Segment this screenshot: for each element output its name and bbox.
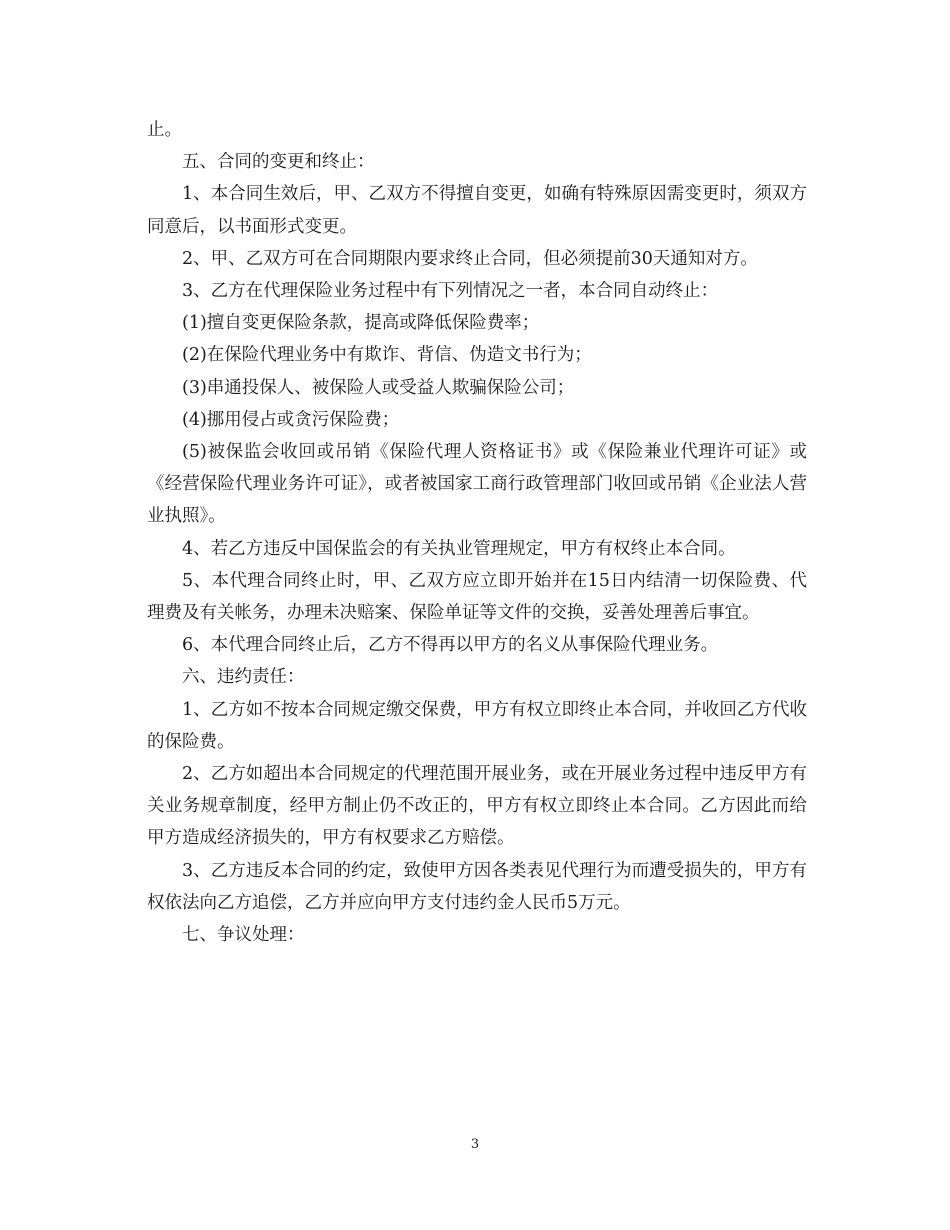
paragraph: 4、若乙方违反中国保监会的有关执业管理规定，甲方有权终止本合同。	[182, 538, 736, 559]
list-item: (2)在保险代理业务中有欺诈、背信、伪造文书行为；	[182, 345, 592, 366]
section-heading-7: 七、争议处理：	[182, 925, 305, 946]
document-body	[147, 114, 807, 951]
paragraph: 止。	[147, 120, 182, 140]
list-item: (3)串通投保人、被保险人或受益人欺骗保险公司；	[182, 377, 575, 398]
section-heading-5: 五、合同的变更和终止：	[182, 152, 375, 173]
paragraph: 1、本合同生效后，甲、乙双方不得擅自变更，如确有特殊原因需变更时，须双方同意后，以书面形式变更。	[147, 184, 807, 237]
list-item: (5)被保监会收回或吊销《保险代理人资格证书》或《保险兼业代理许可证》或《经营保险代理业务许可证》，或者被国家工商行政管理部门收回或吊销《企业法人营业执照》。	[147, 442, 807, 527]
paragraph: 5、本代理合同终止时，甲、乙双方应立即开始并在15日内结清一切保险费、代理费及有关帐务，办理未决赔案、保险单证等文件的交换，妥善处理善后事宜。	[147, 570, 807, 624]
section-heading-6: 六、违约责任：	[182, 667, 305, 688]
list-item: (1)擅自变更保险条款，提高或降低保险费率；	[182, 313, 540, 334]
page-number: 3	[470, 1137, 480, 1152]
paragraph: 2、乙方如超出本合同规定的代理范围开展业务，或在开展业务过程中违反甲方有关业务规章制度，经甲方制止仍不改正的，甲方有权立即终止本合同。乙方因此而给甲方造成经济损失的，甲方有权要求乙方赔偿。	[147, 764, 807, 849]
list-item: (4)挪用侵占或贪污保险费；	[182, 409, 400, 430]
paragraph: 6、本代理合同终止后，乙方不得再以甲方的名义从事保险代理业务。	[182, 635, 719, 656]
paragraph: 1、乙方如不按本合同规定缴交保费，甲方有权立即终止本合同，并收回乙方代收的保险费。	[147, 699, 807, 752]
paragraph: 3、乙方在代理保险业务过程中有下列情况之一者，本合同自动终止：	[182, 281, 719, 302]
paragraph: 3、乙方违反本合同的约定，致使甲方因各类表见代理行为而遭受损失的，甲方有权依法向乙方追偿，乙方并应向甲方支付违约金人民币5万元。	[147, 860, 807, 913]
paragraph: 2、甲、乙双方可在合同期限内要求终止合同，但必须提前30天通知对方。	[182, 248, 758, 269]
